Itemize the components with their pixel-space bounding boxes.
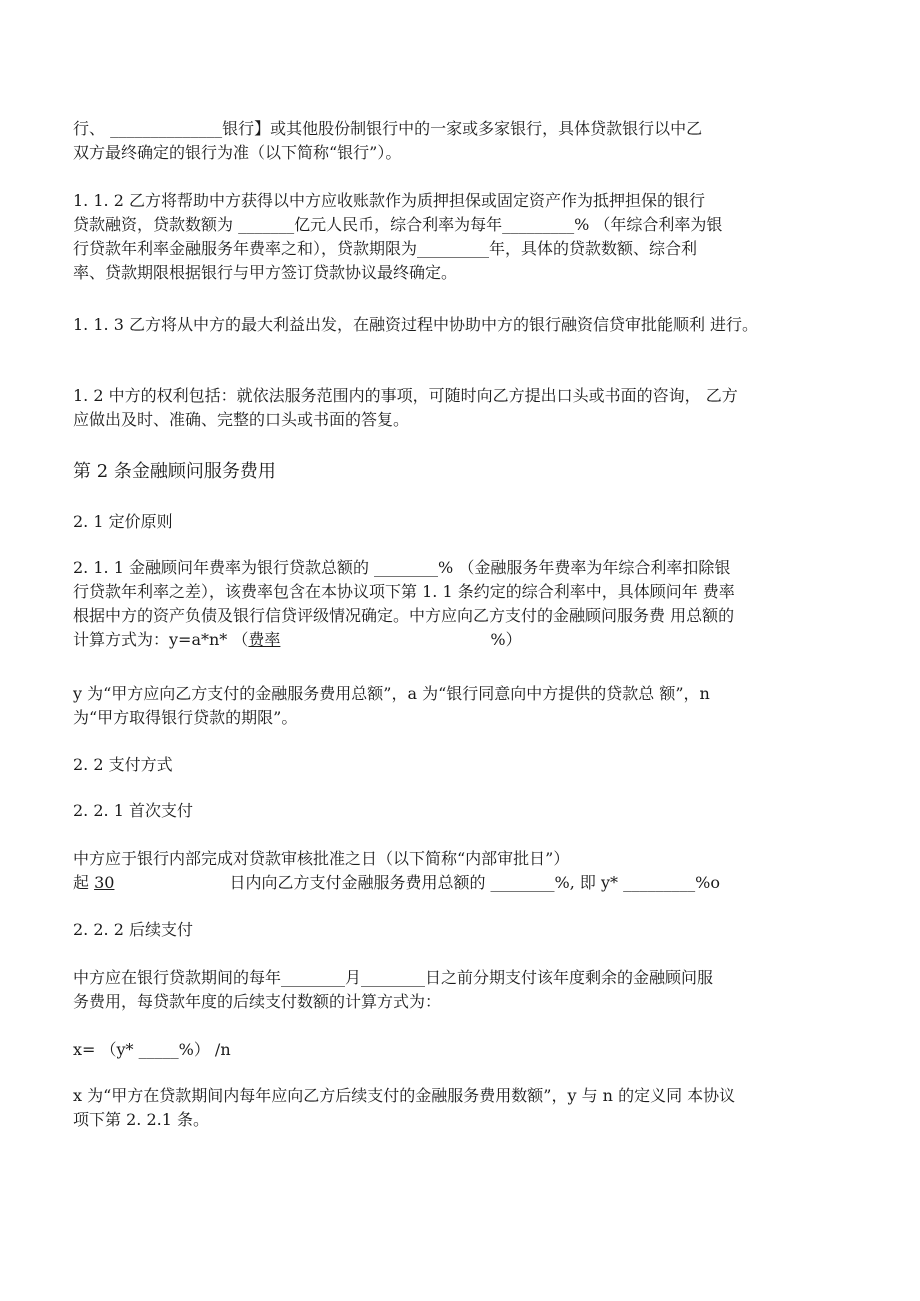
text-line: 根据中方的资产负债及银行信贷评级情况确定。中方应向乙方支付的金融顾问服务费 用总额的	[73, 606, 735, 625]
text-line: 贷款融资，贷款数额为 _______亿元人民币，综合利率为每年_________% （年综合利率为银	[73, 215, 723, 234]
text-line: 1. 1. 3 乙方将从中方的最大利益出发，在融资过程中协助中方的银行融资信贷审批能顺利 进行。	[73, 315, 759, 334]
paragraph-1-2	[73, 384, 863, 432]
days-value: 30	[94, 873, 115, 892]
paragraph-1-1-3	[73, 313, 863, 337]
formula-prefix: 计算方式为：y=a*n* （	[73, 630, 249, 649]
text-line: 2. 1. 1 金融顾问年费率为银行贷款总额的 ________% （金融服务年费率为年综合利率扣除银	[73, 558, 731, 577]
text-line: 1. 2 中方的权利包括：就依法服务范围内的事项，可随时向乙方提出口头或书面的咨询， 乙方	[73, 386, 738, 405]
subheading-2-2	[73, 753, 863, 777]
text-line: 行贷款年利率金融服务年费率之和），贷款期限为_________年，具体的贷款数额、综合利	[73, 239, 698, 258]
paragraph-x-definition	[73, 1084, 863, 1132]
text-line: 中方应于银行内部完成对贷款审核批准之日（以下简称“内部审批日”）	[73, 849, 570, 868]
heading-text: 第 2 条金融顾问服务费用	[73, 461, 276, 482]
subheading-2-1	[73, 510, 863, 534]
heading-text: 2. 2. 1 首次支付	[73, 801, 193, 820]
formula-line	[73, 1038, 863, 1062]
rate-label: 费率	[248, 630, 281, 649]
text-line: 应做出及时、准确、完整的口头或书面的答复。	[73, 410, 410, 429]
text-line: y 为“甲方应向乙方支付的金融服务费用总额”，a 为“银行同意向中方提供的贷款总 额”，n	[73, 684, 710, 703]
text-line: 行贷款年利率之差），该费率包含在本协议项下第 1. 1 条约定的综合利率中，具体顾问年 费率	[73, 582, 735, 601]
text-line: 行、 ______________银行】或其他股份制银行中的一家或多家银行，具体贷款银行以中乙	[73, 119, 703, 138]
text-suffix: 日内向乙方支付金融服务费用总额的 ________%, 即 y* _________%o	[229, 873, 720, 892]
text-line: 项下第 2. 2.1 条。	[73, 1110, 209, 1129]
subheading-2-2-1	[73, 799, 863, 823]
formula-text: x= （y* _____%） /n	[73, 1040, 231, 1059]
heading-text: 2. 2. 2 后续支付	[73, 920, 193, 939]
paragraph-2-1-1	[73, 556, 863, 652]
heading-text: 2. 1 定价原则	[73, 512, 173, 531]
paragraph-bank-selection	[73, 117, 863, 165]
section-heading-2	[73, 460, 863, 484]
paragraph-1-1-2	[73, 189, 863, 285]
text-line: 双方最终确定的银行为准（以下简称“银行”）。	[73, 143, 402, 162]
text-line-days	[73, 871, 863, 895]
paragraph-later-payment	[73, 966, 863, 1014]
text-line-formula	[73, 628, 863, 652]
text-line: 中方应在银行贷款期间的每年________月________日之前分期支付该年度剩余的金融顾问服	[73, 968, 714, 987]
paragraph-y-definition	[73, 682, 863, 730]
text-line: x 为“甲方在贷款期间内每年应向乙方后续支付的金融服务费用数额”，y 与 n 的定义同 本协议	[73, 1086, 736, 1105]
text-line: 率、贷款期限根据银行与甲方签订贷款协议最终确定。	[73, 263, 458, 282]
text-line: 务费用，每贷款年度的后续支付数额的计算方式为：	[73, 992, 442, 1011]
paragraph-first-payment	[73, 847, 863, 895]
formula-suffix: %）	[490, 630, 522, 649]
heading-text: 2. 2 支付方式	[73, 755, 173, 774]
text-prefix: 起	[73, 873, 95, 892]
subheading-2-2-2	[73, 918, 863, 942]
text-line: 1. 1. 2 乙方将帮助中方获得以中方应收账款作为质押担保或固定资产作为抵押担保的银行	[73, 191, 705, 210]
text-line: 为“甲方取得银行贷款的期限”。	[73, 708, 298, 727]
